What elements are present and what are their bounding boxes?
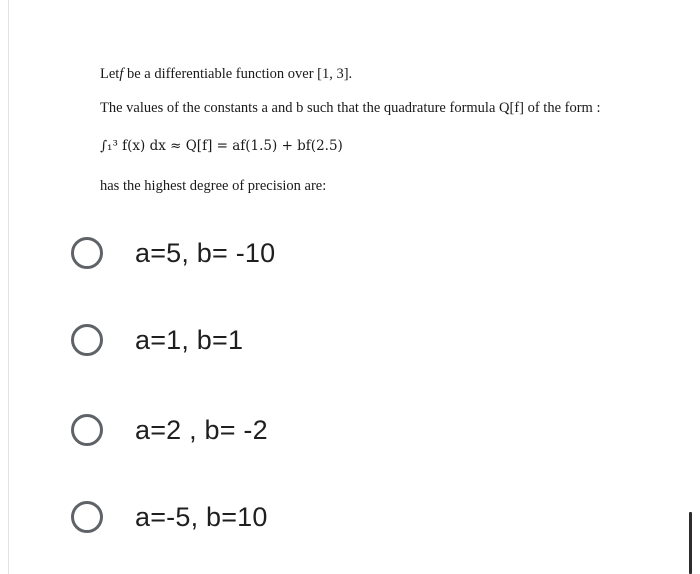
scrollbar-thumb[interactable]	[689, 512, 692, 574]
question-line-1-suffix: be a differentiable function over [1, 3].	[126, 66, 353, 82]
radio-button-icon[interactable]	[71, 501, 103, 533]
option-3[interactable]	[71, 414, 268, 446]
option-2[interactable]	[71, 324, 243, 356]
radio-button-icon[interactable]	[71, 324, 103, 356]
question-line-1-prefix: Let	[100, 66, 120, 82]
option-1-label[interactable]: a=5, b= -10	[135, 237, 276, 268]
option-2-label[interactable]: a=1, b=1	[135, 324, 244, 355]
question-line-4: has the highest degree of precision are:	[100, 178, 327, 194]
option-4[interactable]	[71, 501, 268, 533]
option-1[interactable]	[71, 237, 275, 269]
radio-button-icon[interactable]	[71, 414, 103, 446]
option-3-label[interactable]: a=2 , b= -2	[135, 414, 268, 445]
question-line-2: The values of the constants a and b such that the quadrature formula Q[f] of the form :	[100, 100, 601, 116]
radio-button-icon[interactable]	[71, 237, 103, 269]
question-line-1	[100, 64, 352, 84]
quadrature-formula: ∫₁³ f(x) dx ≈ Q[f] = af(1.5) + bf(2.5)	[100, 138, 343, 154]
option-4-label[interactable]: a=-5, b=10	[135, 501, 268, 532]
function-variable: f	[119, 66, 124, 82]
question-card	[8, 0, 700, 574]
